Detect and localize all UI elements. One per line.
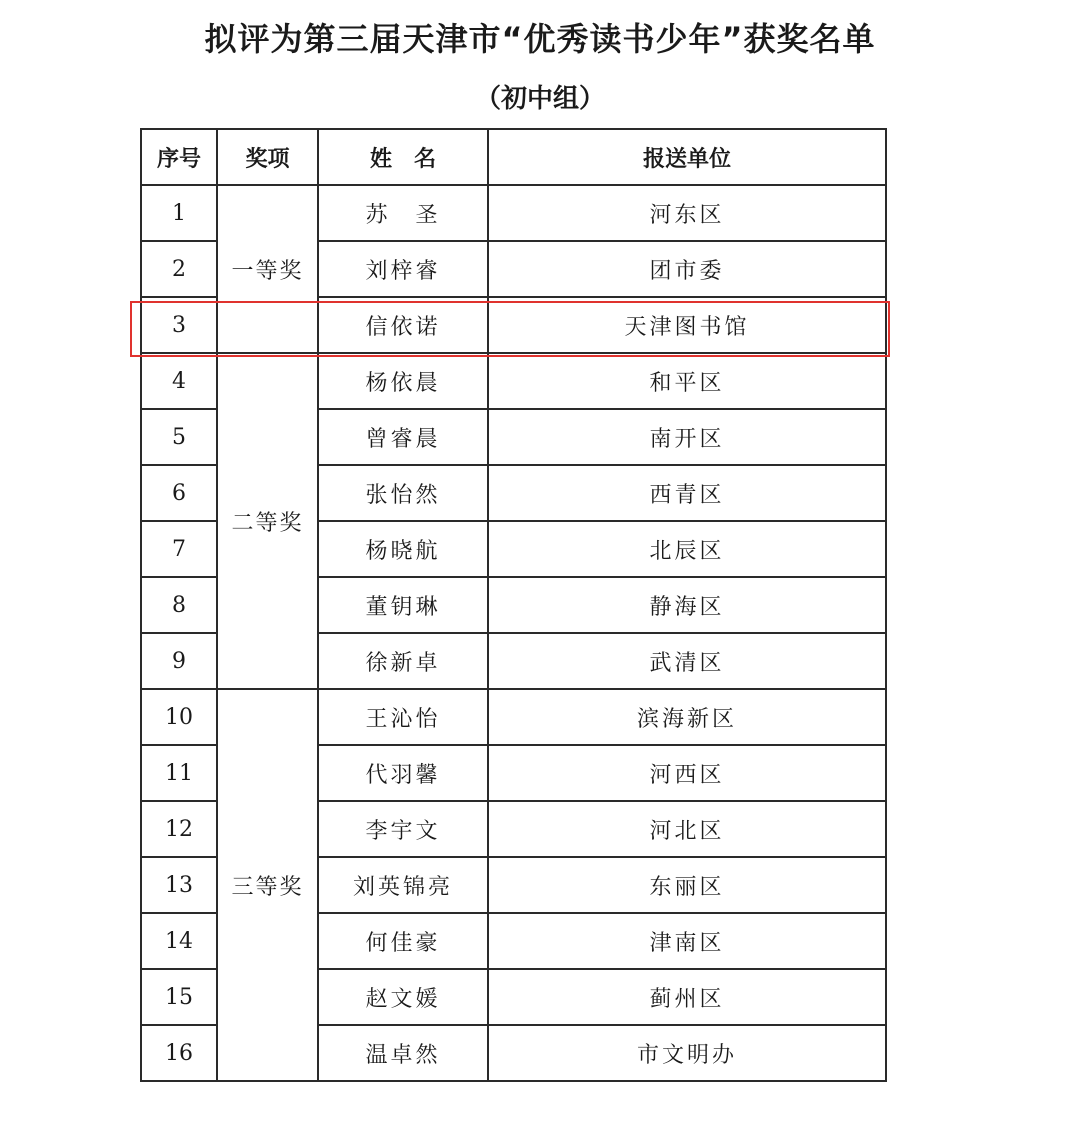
row-no: 11	[141, 745, 217, 801]
header-unit: 报送单位	[488, 129, 886, 185]
row-unit: 天津图书馆	[488, 297, 886, 353]
award-first: 一等奖	[217, 185, 318, 353]
row-unit: 武清区	[488, 633, 886, 689]
row-unit: 津南区	[488, 913, 886, 969]
header-award: 奖项	[217, 129, 318, 185]
row-unit: 河北区	[488, 801, 886, 857]
row-name: 赵文媛	[318, 969, 488, 1025]
header-name: 姓 名	[318, 129, 488, 185]
row-no: 3	[141, 297, 217, 353]
row-name: 苏 圣	[318, 185, 488, 241]
row-no: 14	[141, 913, 217, 969]
row-unit: 团市委	[488, 241, 886, 297]
row-unit: 静海区	[488, 577, 886, 633]
row-name: 王沁怡	[318, 689, 488, 745]
table-row	[141, 353, 886, 409]
document-subtitle: （初中组）	[474, 84, 605, 114]
header-no: 序号	[141, 129, 217, 185]
row-no: 1	[141, 185, 217, 241]
row-no: 5	[141, 409, 217, 465]
row-no: 10	[141, 689, 217, 745]
row-name: 代羽馨	[318, 745, 488, 801]
row-name: 李宇文	[318, 801, 488, 857]
award-table	[140, 128, 887, 1082]
row-name: 刘梓睿	[318, 241, 488, 297]
row-no: 6	[141, 465, 217, 521]
row-unit: 蓟州区	[488, 969, 886, 1025]
row-unit: 河东区	[488, 185, 886, 241]
row-no: 8	[141, 577, 217, 633]
row-name: 温卓然	[318, 1025, 488, 1081]
row-name: 杨依晨	[318, 353, 488, 409]
row-name: 何佳豪	[318, 913, 488, 969]
row-name: 刘英锦亮	[318, 857, 488, 913]
row-name: 曾睿晨	[318, 409, 488, 465]
row-unit: 和平区	[488, 353, 886, 409]
row-no: 15	[141, 969, 217, 1025]
row-no: 9	[141, 633, 217, 689]
row-no: 16	[141, 1025, 217, 1081]
row-name: 张怡然	[318, 465, 488, 521]
row-no: 4	[141, 353, 217, 409]
award-third: 三等奖	[217, 689, 318, 1081]
row-name: 董钥琳	[318, 577, 488, 633]
document-title: 拟评为第三届天津市“优秀读书少年”获奖名单	[204, 20, 876, 58]
row-unit: 东丽区	[488, 857, 886, 913]
row-no: 7	[141, 521, 217, 577]
row-unit: 河西区	[488, 745, 886, 801]
row-unit: 滨海新区	[488, 689, 886, 745]
row-no: 2	[141, 241, 217, 297]
row-unit: 西青区	[488, 465, 886, 521]
table-row	[141, 185, 886, 241]
row-unit: 北辰区	[488, 521, 886, 577]
row-unit: 南开区	[488, 409, 886, 465]
row-name: 杨晓航	[318, 521, 488, 577]
row-no: 12	[141, 801, 217, 857]
row-unit: 市文明办	[488, 1025, 886, 1081]
row-no: 13	[141, 857, 217, 913]
row-name: 信依诺	[318, 297, 488, 353]
table-header-row	[141, 129, 886, 185]
row-name: 徐新卓	[318, 633, 488, 689]
award-second: 二等奖	[217, 353, 318, 689]
table-row	[141, 689, 886, 745]
